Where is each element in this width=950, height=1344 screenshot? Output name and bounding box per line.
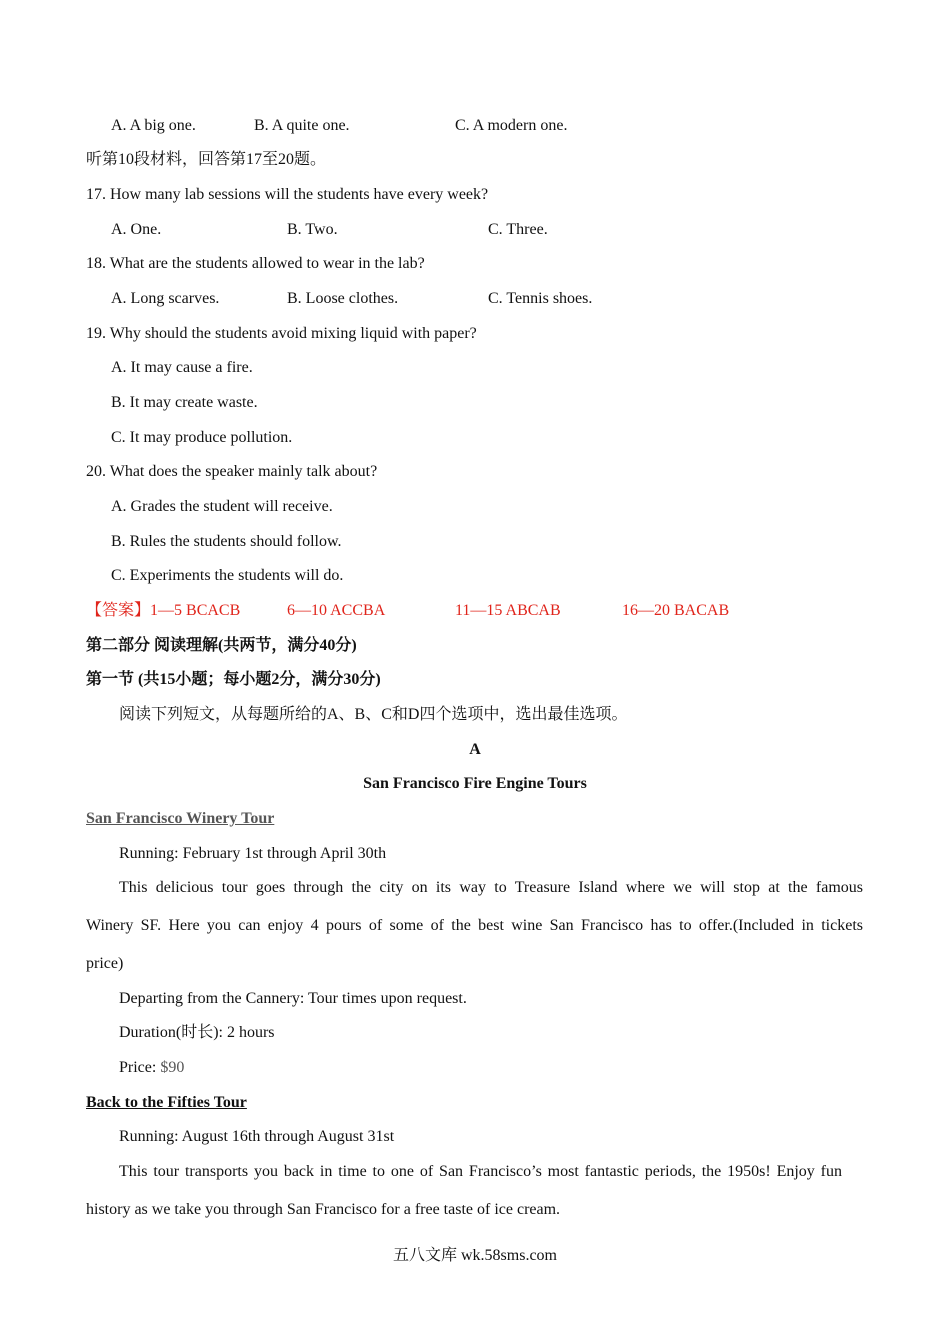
tour2-name: Back to the Fifties Tour [86,1094,247,1111]
q17-option-b: B. Two. [287,221,338,238]
answer-group-2: 6—10 ACCBA [287,602,386,619]
q18-option-c: C. Tennis shoes. [488,290,593,307]
answer-group-1: 1—5 BCACB [150,602,241,619]
q19-question: 19. Why should the students avoid mixing liquid with paper? [86,325,477,342]
q18-option-a: A. Long scarves. [111,290,220,307]
tour1-duration: Duration(时长): 2 hours [119,1024,275,1041]
tour1-price [119,1058,184,1078]
answer-group-3: 11—15 ABCAB [455,602,561,619]
q19-option-c: C. It may produce pollution. [111,429,293,446]
tour1-price-value: $90 [160,1059,185,1076]
tour1-departing: Departing from the Cannery: Tour times upon request. [119,990,467,1007]
answer-group-4: 16—20 BACAB [622,602,730,619]
q16-option-c: C. A modern one. [455,117,568,134]
q20-option-c: C. Experiments the students will do. [111,567,344,584]
section10-intro: 听第10段材料，回答第17至20题。 [86,151,327,168]
part2-heading: 第二部分 阅读理解(共两节，满分40分) [86,637,357,654]
tour1-name: San Francisco Winery Tour [86,810,275,827]
q16-option-a: A. A big one. [111,117,196,134]
tour1-price-label: Price: [119,1059,161,1076]
q18-option-b: B. Loose clothes. [287,290,399,307]
instructions: 阅读下列短文，从每题所给的A、B、C和D四个选项中，选出最佳选项。 [119,706,628,723]
q17-question: 17. How many lab sessions will the students have every week? [86,186,489,203]
tour2-desc-line1: This tour transports you back in time to one of San Francisco’s most fantastic periods, the 1950s! Enjoy fun [119,1163,842,1180]
section1-heading: 第一节 (共15小题；每小题2分，满分30分) [86,671,381,688]
q16-option-b: B. A quite one. [254,117,350,134]
tour1-desc-line1: This delicious tour goes through the city on its way to Treasure Island where we will stop at the famous [119,879,863,896]
passage-title: San Francisco Fire Engine Tours [363,775,587,792]
q17-option-a: A. One. [111,221,162,238]
q18-question: 18. What are the students allowed to wear in the lab? [86,255,425,272]
answer-key [86,601,240,621]
q20-question: 20. What does the speaker mainly talk about? [86,463,378,480]
tour1-desc-line3: price) [86,955,124,972]
tour1-desc-line2: Winery SF. Here you can enjoy 4 pours of some of the best wine San Francisco has to offer.(Included in tickets [86,917,863,934]
tour1-running: Running: February 1st through April 30th [119,845,387,862]
q20-option-b: B. Rules the students should follow. [111,533,342,550]
tour2-running: Running: August 16th through August 31st [119,1128,395,1145]
q17-option-c: C. Three. [488,221,548,238]
passage-letter: A [469,741,481,758]
tour2-desc-line2: history as we take you through San Francisco for a free taste of ice cream. [86,1201,561,1218]
answer-label: 【答案】 [86,602,151,619]
q19-option-b: B. It may create waste. [111,394,258,411]
page-footer: 五八文库 wk.58sms.com [392,1247,557,1264]
q19-option-a: A. It may cause a fire. [111,359,253,376]
q20-option-a: A. Grades the student will receive. [111,498,333,515]
